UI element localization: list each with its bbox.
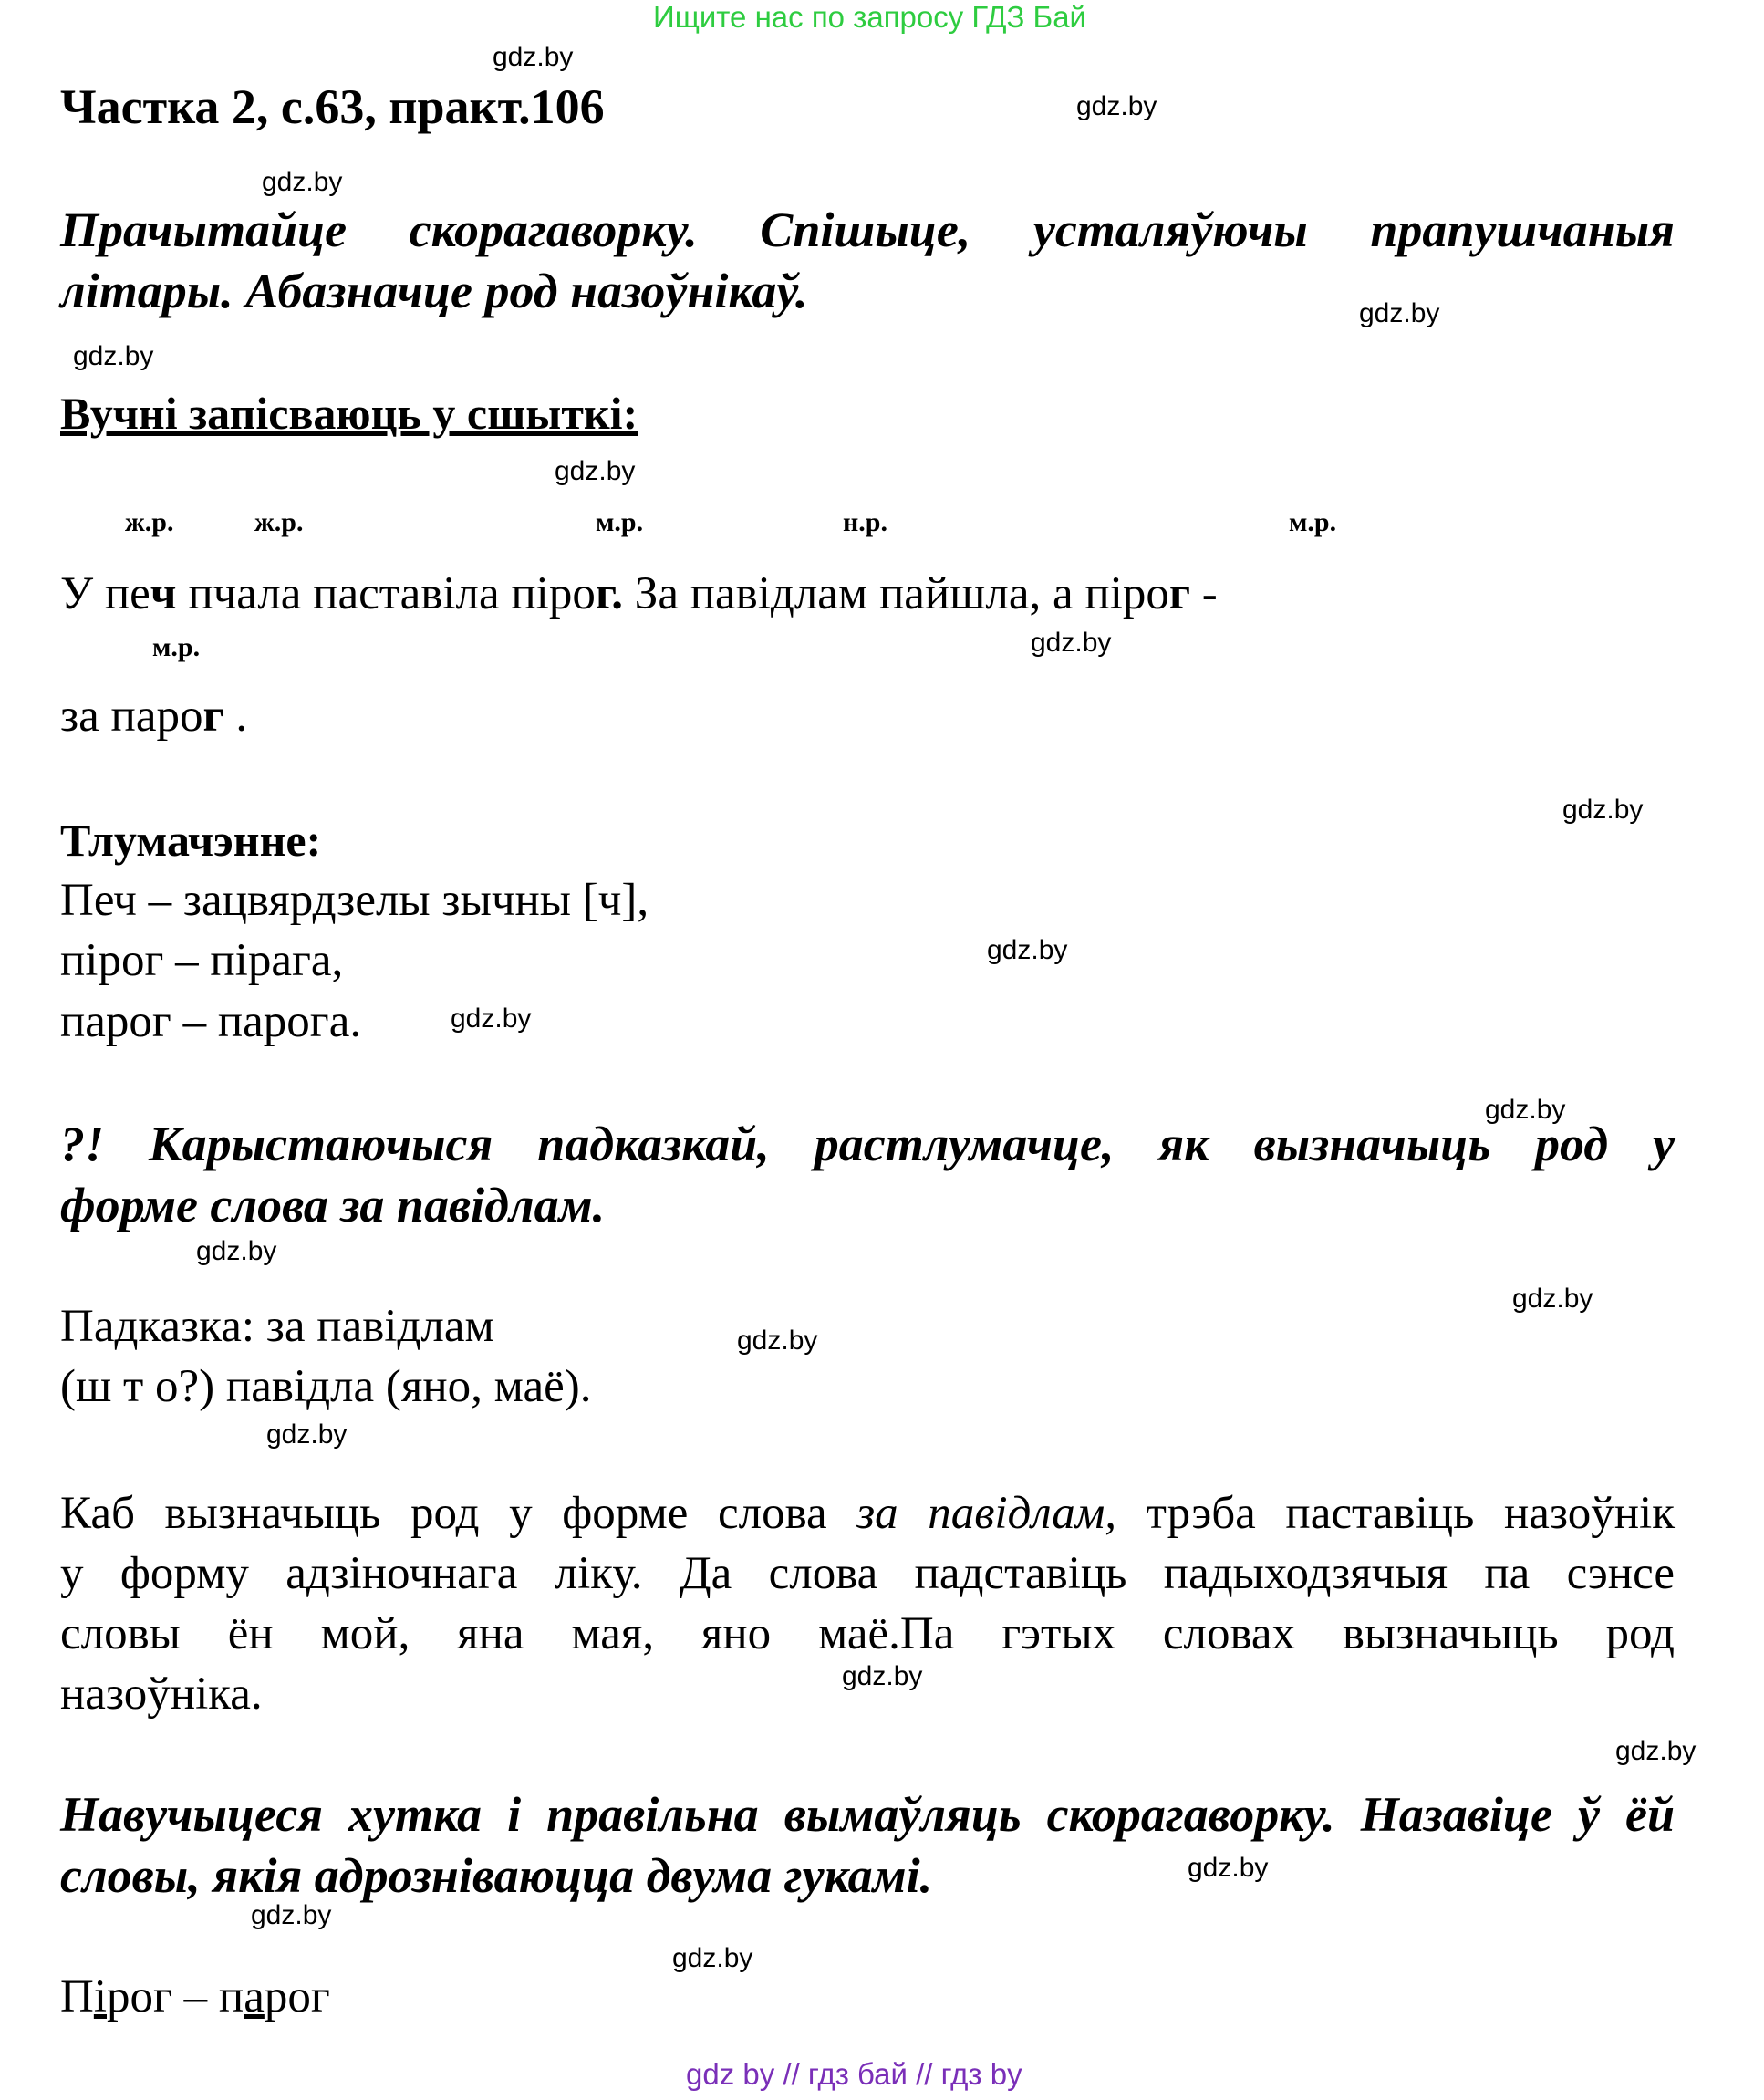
- tongue-twister-line-2: за парог .: [60, 691, 248, 742]
- watermark: gdz.by: [1615, 1736, 1697, 1766]
- task-3: [60, 1784, 1675, 1907]
- answer-line-2: у форму адзіночнага ліку. Да слова падставіць падыходзячыя па сэнсе: [60, 1548, 1675, 1599]
- gender-label: м.р.: [152, 632, 201, 662]
- task-2-line-1: ?! Карыстаючыся падказкай, растлумачце, як вызначыць род у: [60, 1117, 1675, 1171]
- answer-line-3: словы ён мой, яна мая, яно маё.Па гэтых словах вызначыць род: [60, 1608, 1675, 1659]
- task-2: [60, 1114, 1675, 1236]
- watermark: gdz.by: [266, 1419, 348, 1450]
- task-3-line-1: Навучыцеся хутка і правільна вымаўляць скорагаворку. Назавіце ў ёй: [60, 1787, 1675, 1842]
- watermark: gdz.by: [1188, 1853, 1269, 1883]
- answer-line-4: назоўніка.: [60, 1669, 263, 1720]
- watermark: gdz.by: [451, 1003, 532, 1034]
- page-title: Частка 2, с.63, практ.106: [60, 79, 605, 134]
- hint-line: (ш т о?) павідла (яно, маё).: [60, 1361, 592, 1412]
- task-2-line-2: форме слова за павідлам.: [60, 1178, 606, 1232]
- answer-line-1: Каб вызначыць род у форме слова за павідлам, трэба паставіць назоўнік: [60, 1488, 1675, 1539]
- task-1-line-1: Прачытайце скорагаворку. Спішыце, усталяўючы прапушчаныя: [60, 203, 1675, 257]
- watermark: gdz.by: [987, 935, 1068, 965]
- gender-label: ж.р.: [125, 507, 174, 537]
- watermark: gdz.by: [196, 1236, 277, 1266]
- hint-line: Падказка: за павідлам: [60, 1301, 494, 1352]
- tongue-twister-line-1: У печ пчала паставіла пірог. За павідлам пайшла, а пірог -: [60, 568, 1218, 619]
- explanation-line: Печ – зацвярдзелы зычны [ч],: [60, 875, 649, 926]
- watermark: gdz.by: [1031, 628, 1112, 658]
- watermark: gdz.by: [251, 1900, 332, 1930]
- task-1: [60, 200, 1675, 322]
- gender-label: м.р.: [596, 507, 644, 537]
- watermark: gdz.by: [73, 341, 154, 371]
- answer-paragraph: [60, 1483, 1675, 1724]
- gender-label: м.р.: [1289, 507, 1337, 537]
- watermark: gdz.by: [493, 42, 574, 72]
- watermark: gdz.by: [555, 456, 636, 486]
- watermark: gdz.by: [1512, 1284, 1593, 1314]
- footer-links[interactable]: gdz by // гдз бай // гдз by: [686, 2057, 1022, 2091]
- gender-label: ж.р.: [254, 507, 304, 537]
- explanation-heading: Тлумачэнне:: [60, 815, 322, 866]
- watermark: gdz.by: [737, 1325, 818, 1356]
- pupils-heading: Вучні запісваюць у сшыткі:: [60, 388, 638, 439]
- word-pair: Пірог – парог: [60, 1971, 330, 2022]
- watermark: gdz.by: [262, 167, 343, 197]
- explanation-line: парог – парога.: [60, 996, 362, 1047]
- task-3-line-2: словы, якія адрозніваюцца двума гукамі.: [60, 1848, 933, 1903]
- task-1-line-2: літары. Абазначце род назоўнікаў.: [60, 264, 808, 318]
- watermark: gdz.by: [1485, 1095, 1566, 1125]
- watermark: gdz.by: [842, 1661, 923, 1691]
- gender-label: н.р.: [843, 507, 887, 537]
- explanation-line: пірог – пірага,: [60, 935, 344, 986]
- top-banner[interactable]: Ищите нас по запросу ГДЗ Бай: [653, 0, 1086, 34]
- watermark: gdz.by: [672, 1943, 753, 1973]
- watermark: gdz.by: [1359, 298, 1440, 328]
- watermark: gdz.by: [1562, 795, 1644, 825]
- watermark: gdz.by: [1076, 91, 1157, 121]
